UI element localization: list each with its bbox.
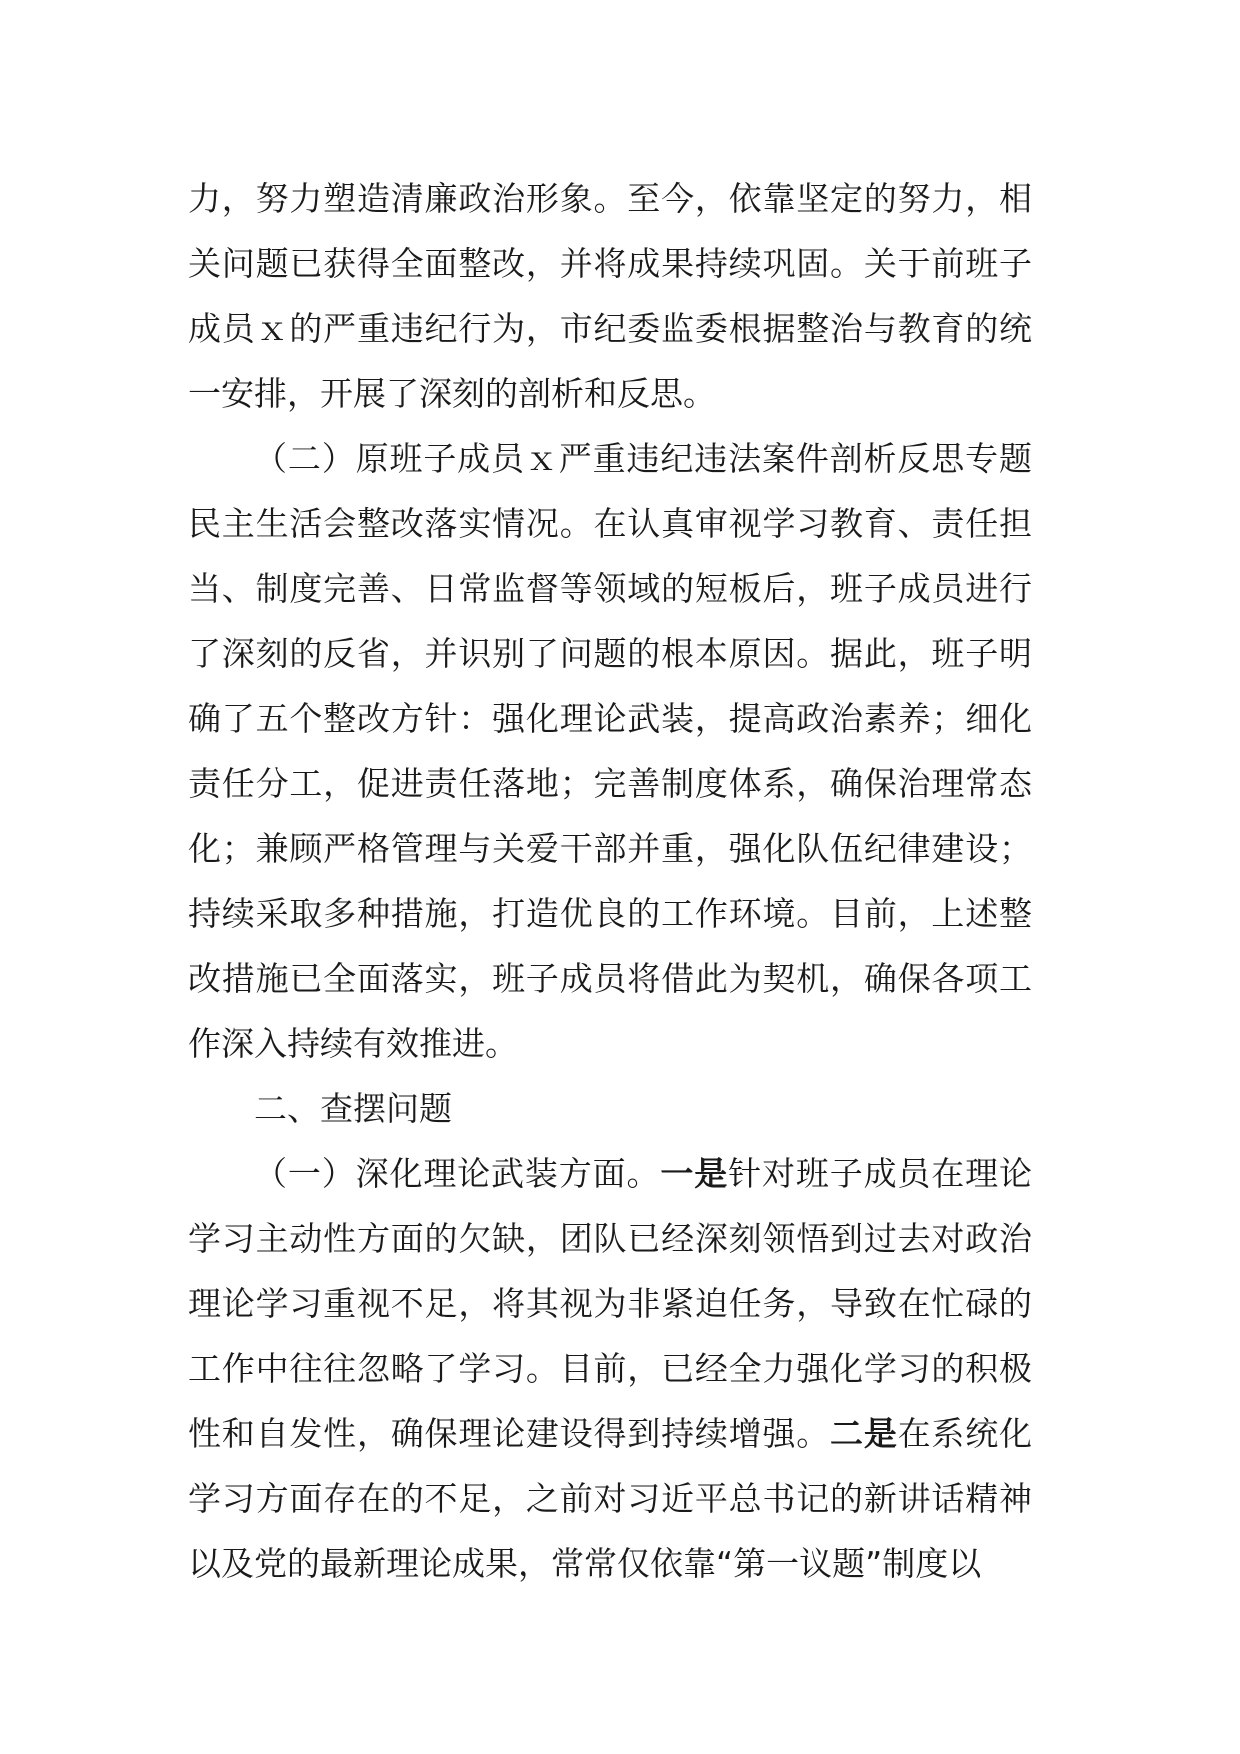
paragraph-text: 力，努力塑造清廉政治形象。至今，依靠坚定的努力，相关问题已获得全面整改，并将成果持续巩固。关于前班子成员ｘ的严重违纪行为，市纪委监委根据整治与教育的统一安排，开展了深刻的剖析和反思。 <box>188 179 1032 413</box>
paragraph-text: （二）原班子成员ｘ严重违纪违法案件剖析反思专题民主生活会整改落实情况。在认真审视学习教育、责任担当、制度完善、日常监督等领域的短板后，班子成员进行了深刻的反省，并识别了问题的根本原因。据此，班子明确了五个整改方针：强化理论武装，提高政治素养；细化责任分工，促进责任落地；完善制度体系，确保治理常态化；兼顾严格管理与关爱干部并重，强化队伍纪律建设；持续采取多种措施，打造优良的工作环境。目前，上述整改措施已全面落实，班子成员将借此为契机，确保各项工作深入持续有效推进。 <box>188 439 1032 1063</box>
paragraph-theory-arming <box>188 1141 1032 1596</box>
section-heading-check-problems <box>188 1076 1032 1141</box>
emphasis-second-point: 二是 <box>830 1414 898 1453</box>
paragraph-text: （一）深化理论武装方面。 <box>254 1154 661 1193</box>
document-body <box>188 166 1032 1596</box>
paragraph-continuation <box>188 166 1032 426</box>
paragraph-section-2-rectification <box>188 426 1032 1076</box>
heading-text: 二、查摆问题 <box>254 1089 452 1128</box>
paragraph-text: 针对班子成员在理论学习主动性方面的欠缺，团队已经深刻领悟到过去对政治理论学习重视不足，将其视为非紧迫任务，导致在忙碌的工作中往往忽略了学习。目前，已经全力强化学习的积极性和自发性，确保理论建设得到持续增强。 <box>188 1154 1033 1453</box>
paragraph-text: 在系统化学习方面存在的不足，之前对习近平总书记的新讲话精神以及党的最新理论成果，常常仅依靠“第一议题”制度以 <box>188 1414 1033 1583</box>
emphasis-first-point: 一是 <box>660 1154 729 1193</box>
